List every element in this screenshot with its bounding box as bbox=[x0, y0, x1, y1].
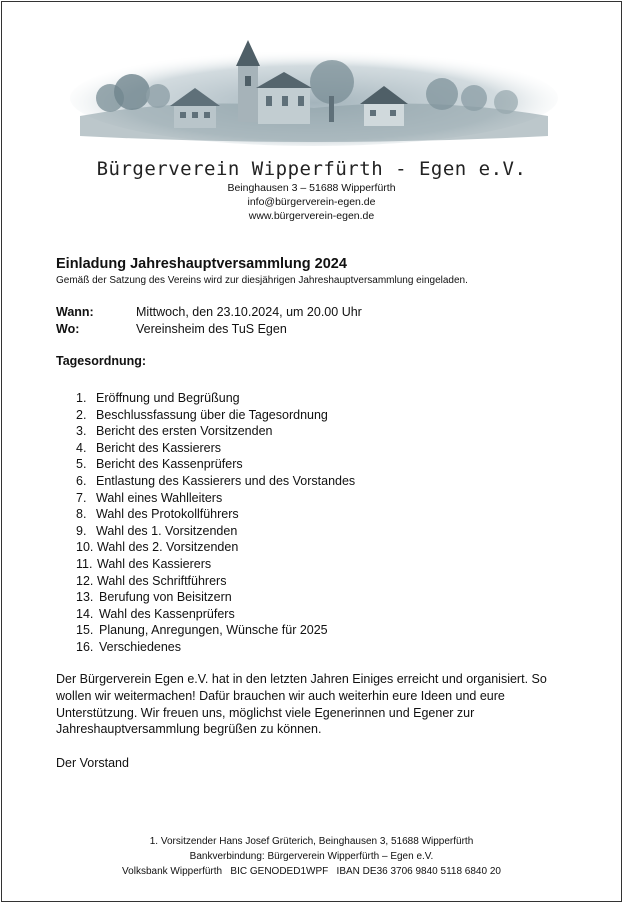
agenda-item-number: 9. bbox=[76, 523, 87, 538]
agenda-item-number: 12. bbox=[76, 573, 94, 588]
agenda-item-number: 11. bbox=[76, 556, 93, 571]
agenda-item-number: 6. bbox=[76, 473, 87, 488]
agenda-item-number: 7. bbox=[76, 490, 87, 505]
agenda-item bbox=[2, 622, 621, 639]
agenda-item-text: Wahl des 1. Vorsitzenden bbox=[96, 523, 238, 538]
agenda-item bbox=[2, 407, 621, 424]
agenda-list bbox=[2, 390, 621, 656]
agenda-item-number: 14. bbox=[76, 606, 94, 621]
agenda-item-text: Berufung von Beisitzern bbox=[99, 590, 232, 605]
agenda-item-text: Bericht des Kassierers bbox=[96, 440, 222, 455]
agenda-item bbox=[2, 456, 621, 473]
agenda-item-number: 3. bbox=[76, 424, 87, 439]
footer-account: Volksbank Wipperfürth BIC GENODED1WPF IBAN DE36 3706 9840 5118 6840 20 bbox=[122, 866, 501, 877]
agenda-item bbox=[2, 639, 621, 656]
agenda-item-number: 16. bbox=[76, 639, 94, 654]
club-website[interactable]: www.bürgerverein-egen.de bbox=[248, 210, 375, 222]
agenda-item-text: Bericht des Kassenprüfers bbox=[96, 457, 243, 472]
footer-chairman: 1. Vorsitzender Hans Josef Grüterich, Beinghausen 3, 51688 Wipperfürth bbox=[149, 836, 474, 847]
agenda-item bbox=[2, 473, 621, 490]
agenda-item bbox=[2, 539, 621, 556]
agenda-item bbox=[2, 423, 621, 440]
letter-page bbox=[1, 1, 622, 902]
agenda-item-text: Wahl eines Wahlleiters bbox=[96, 490, 223, 505]
agenda-item-text: Verschiedenes bbox=[99, 639, 182, 654]
agenda-item-text: Wahl des Protokollführers bbox=[96, 507, 239, 522]
agenda-item bbox=[2, 490, 621, 507]
agenda-item bbox=[2, 606, 621, 623]
signature: Der Vorstand bbox=[56, 756, 129, 770]
agenda-item-number: 4. bbox=[76, 440, 87, 455]
agenda-item bbox=[2, 556, 621, 573]
agenda-item bbox=[2, 523, 621, 540]
agenda-title: Tagesordnung: bbox=[56, 354, 147, 368]
agenda-item-number: 1. bbox=[76, 391, 87, 405]
agenda-item bbox=[2, 440, 621, 457]
invitation-title: Einladung Jahreshauptversammlung 2024 bbox=[56, 256, 347, 272]
agenda-item-text: Wahl des Kassenprüfers bbox=[99, 606, 235, 621]
agenda-item-text: Wahl des Schriftführers bbox=[97, 573, 227, 588]
village-banner-image bbox=[70, 36, 558, 148]
agenda-item-text: Beschlussfassung über die Tagesordnung bbox=[96, 407, 328, 422]
where-value: Vereinsheim des TuS Egen bbox=[136, 322, 287, 336]
club-email[interactable]: info@bürgerverein-egen.de bbox=[247, 196, 376, 208]
when-row bbox=[56, 305, 362, 319]
when-label: Wann: bbox=[56, 305, 94, 319]
agenda-item-text: Wahl des Kassierers bbox=[97, 556, 212, 571]
where-label: Wo: bbox=[56, 322, 80, 336]
agenda-item-number: 15. bbox=[76, 623, 94, 638]
agenda-item-text: Wahl des 2. Vorsitzenden bbox=[97, 540, 239, 555]
agenda-item bbox=[2, 573, 621, 590]
where-row bbox=[56, 322, 287, 336]
when-value: Mittwoch, den 23.10.2024, um 20.00 Uhr bbox=[136, 305, 362, 319]
agenda-item-number: 10. bbox=[76, 540, 94, 555]
agenda-item-text: Eröffnung und Begrüßung bbox=[96, 391, 240, 405]
agenda-item-number: 8. bbox=[76, 507, 87, 522]
footer-bank: Bankverbindung: Bürgerverein Wipperfürth – Egen e.V. bbox=[189, 851, 434, 862]
agenda-item bbox=[2, 390, 621, 407]
agenda-item bbox=[2, 506, 621, 523]
invitation-intro: Gemäß der Satzung des Vereins wird zur diesjährigen Jahreshauptversammlung eingeladen. bbox=[56, 275, 468, 286]
agenda-item-text: Entlastung des Kassierers und des Vorstandes bbox=[96, 473, 356, 488]
club-name: Bürgerverein Wipperfürth - Egen e.V. bbox=[96, 158, 527, 180]
agenda-item-number: 13. bbox=[76, 590, 94, 605]
agenda-item-text: Planung, Anregungen, Wünsche für 2025 bbox=[99, 623, 328, 638]
agenda-item-number: 2. bbox=[76, 407, 87, 422]
agenda-item-text: Bericht des ersten Vorsitzenden bbox=[96, 424, 273, 439]
agenda-item bbox=[2, 589, 621, 606]
body-paragraph: Der Bürgerverein Egen e.V. hat in den letzten Jahren Einiges erreicht und organisiert. So wollen wir weitermachen! Dafür brauchen wir auch weiterhin eure Ideen und eure Unterstützung. Wir freuen uns, möglichst viele Egenerinnen und Egener zur Jahreshauptversammlung begrüßen zu können. bbox=[56, 672, 547, 737]
club-address: Beinghausen 3 – 51688 Wipperfürth bbox=[227, 182, 396, 194]
agenda-item-number: 5. bbox=[76, 457, 87, 472]
